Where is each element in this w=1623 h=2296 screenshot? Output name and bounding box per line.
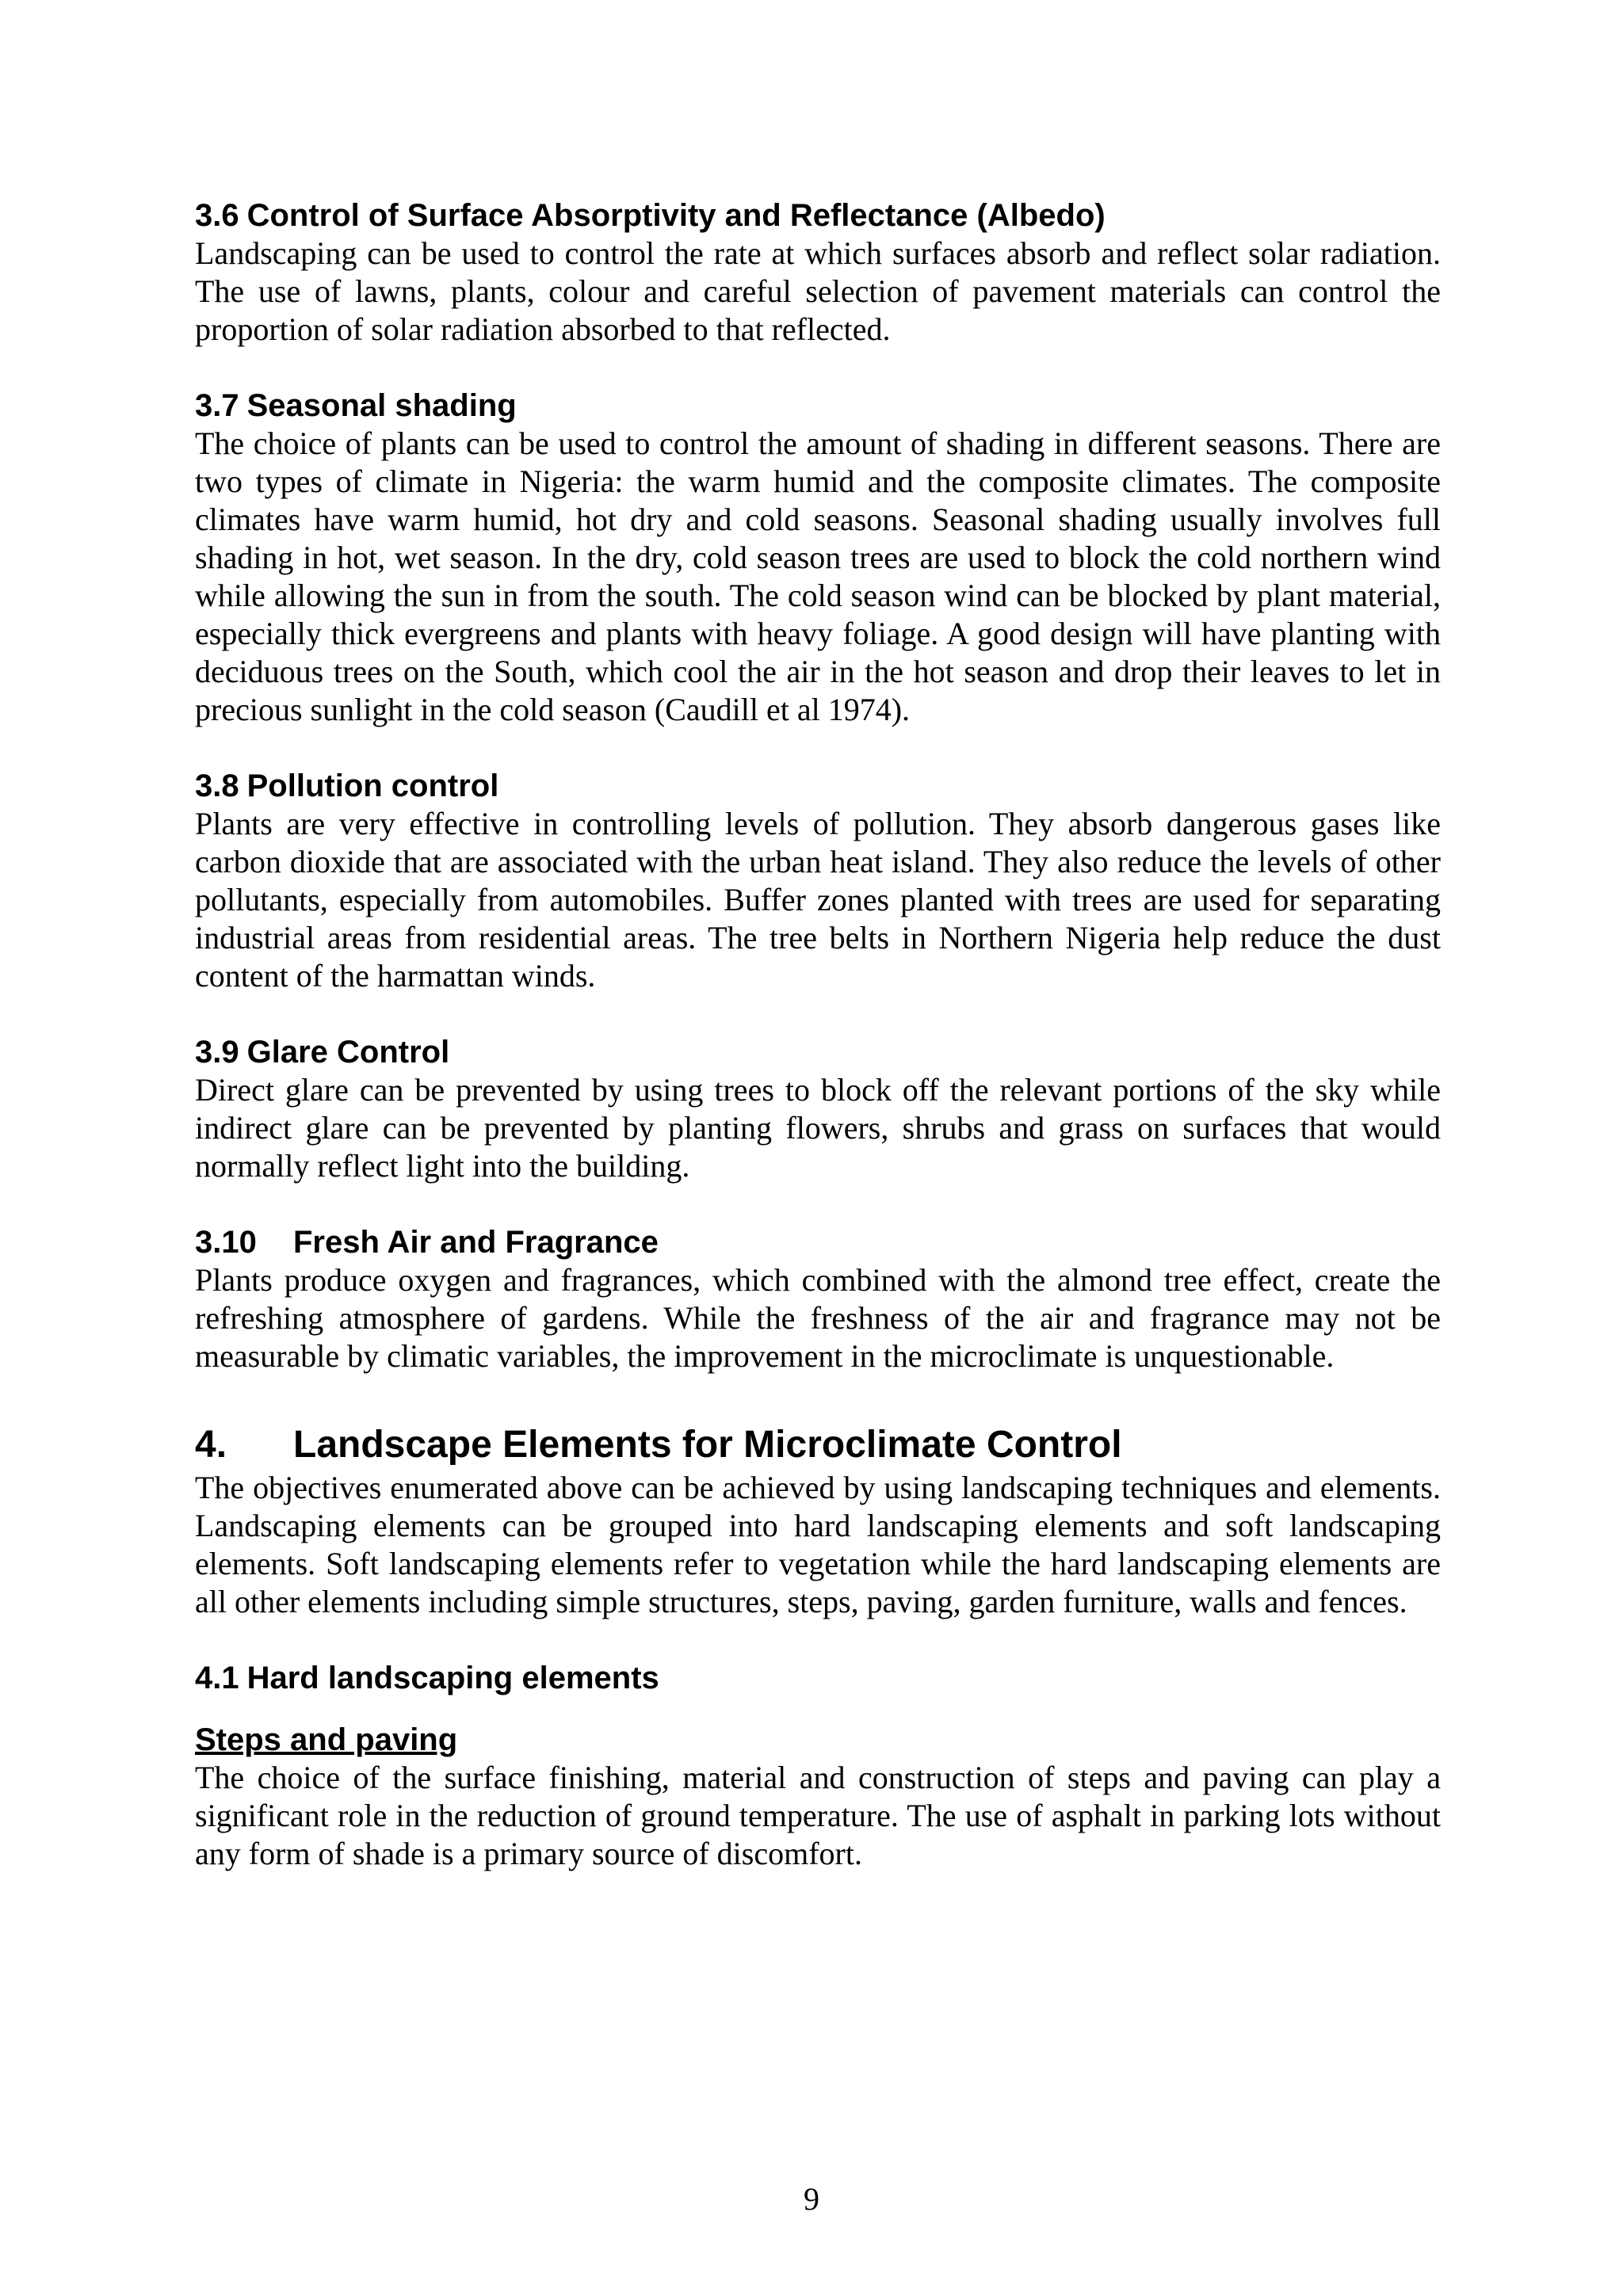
section-body-3-7: The choice of plants can be used to control the amount of shading in different seasons. There are two types of climate in Nigeria: the warm humid and the composite climates. The composite climates have warm humid, hot dry and cold seasons. Seasonal shading usually involves full shading in hot, wet season. In the dry, cold season trees are used to block the cold northern wind while allowing the sun in from the south. The cold season wind can be blocked by plant material, especially thick evergreens and plants with heavy foliage. A good design will have planting with deciduous trees on the South, which cool the air in the hot season and drop their leaves to let in precious sunlight in the cold season (Caudill et al 1974). xyxy=(195,425,1441,727)
section-number: 3.8 xyxy=(195,769,239,803)
section-heading-3-8 xyxy=(195,767,1441,805)
chapter-body-4: The objectives enumerated above can be achieved by using landscaping techniques and elements. Landscaping elements can be grouped into hard landscaping elements and soft landscaping elements. Soft landscaping elements refer to vegetation while the hard landscaping elements are all other elements including simple structures, steps, paving, garden furniture, walls and fences. xyxy=(195,1470,1441,1619)
section-body-4-1: The choice of the surface finishing, material and construction of steps and paving can play a significant role in the reduction of ground temperature. The use of asphalt in parking lots without any form of shade is a primary source of discomfort. xyxy=(195,1760,1441,1871)
section-number: 3.6 xyxy=(195,198,239,233)
section-body-3-6: Landscaping can be used to control the rate at which surfaces absorb and reflect solar radiation. The use of lawns, plants, colour and careful selection of pavement materials can control the proportion of solar radiation absorbed to that reflected. xyxy=(195,235,1441,347)
section-heading-3-10 xyxy=(195,1223,1441,1261)
section-number: 3.9 xyxy=(195,1035,239,1070)
section-heading-3-6 xyxy=(195,196,1441,235)
section-number: 4.1 xyxy=(195,1661,239,1695)
section-number: 3.10 xyxy=(195,1225,257,1260)
section-heading-3-9 xyxy=(195,1033,1441,1071)
chapter-title: Landscape Elements for Microclimate Control xyxy=(293,1424,1122,1466)
section-title: Fresh Air and Fragrance xyxy=(293,1225,659,1260)
section-heading-3-7 xyxy=(195,387,1441,425)
subheading-steps-and-paving: Steps and paving xyxy=(195,1722,458,1757)
section-title: Control of Surface Absorptivity and Reflectance (Albedo) xyxy=(246,198,1106,233)
chapter-heading-4 xyxy=(195,1421,1441,1469)
chapter-number: 4. xyxy=(195,1424,227,1466)
section-number: 3.7 xyxy=(195,388,239,423)
section-title: Pollution control xyxy=(246,769,499,803)
page-number: 9 xyxy=(804,2181,819,2217)
section-title: Hard landscaping elements xyxy=(246,1661,659,1695)
section-heading-4-1 xyxy=(195,1659,1441,1697)
section-body-3-8: Plants are very effective in controlling levels of pollution. They absorb dangerous gases like carbon dioxide that are associated with the urban heat island. They also reduce the levels of other pollutants, especially from automobiles. Buffer zones planted with trees are used for separating industrial areas from residential areas. The tree belts in Northern Nigeria help reduce the dust content of the harmattan winds. xyxy=(195,806,1441,994)
section-title: Glare Control xyxy=(246,1035,450,1070)
section-body-3-10: Plants produce oxygen and fragrances, which combined with the almond tree effect, create the refreshing atmosphere of gardens. While the freshness of the air and fragrance may not be measurable by climatic variables, the improvement in the microclimate is unquestionable. xyxy=(195,1262,1441,1374)
document-page xyxy=(195,196,1441,1873)
section-title: Seasonal shading xyxy=(246,388,517,423)
section-body-3-9: Direct glare can be prevented by using trees to block off the relevant portions of the sky while indirect glare can be prevented by planting flowers, shrubs and grass on surfaces that would normally reflect light into the building. xyxy=(195,1072,1441,1184)
